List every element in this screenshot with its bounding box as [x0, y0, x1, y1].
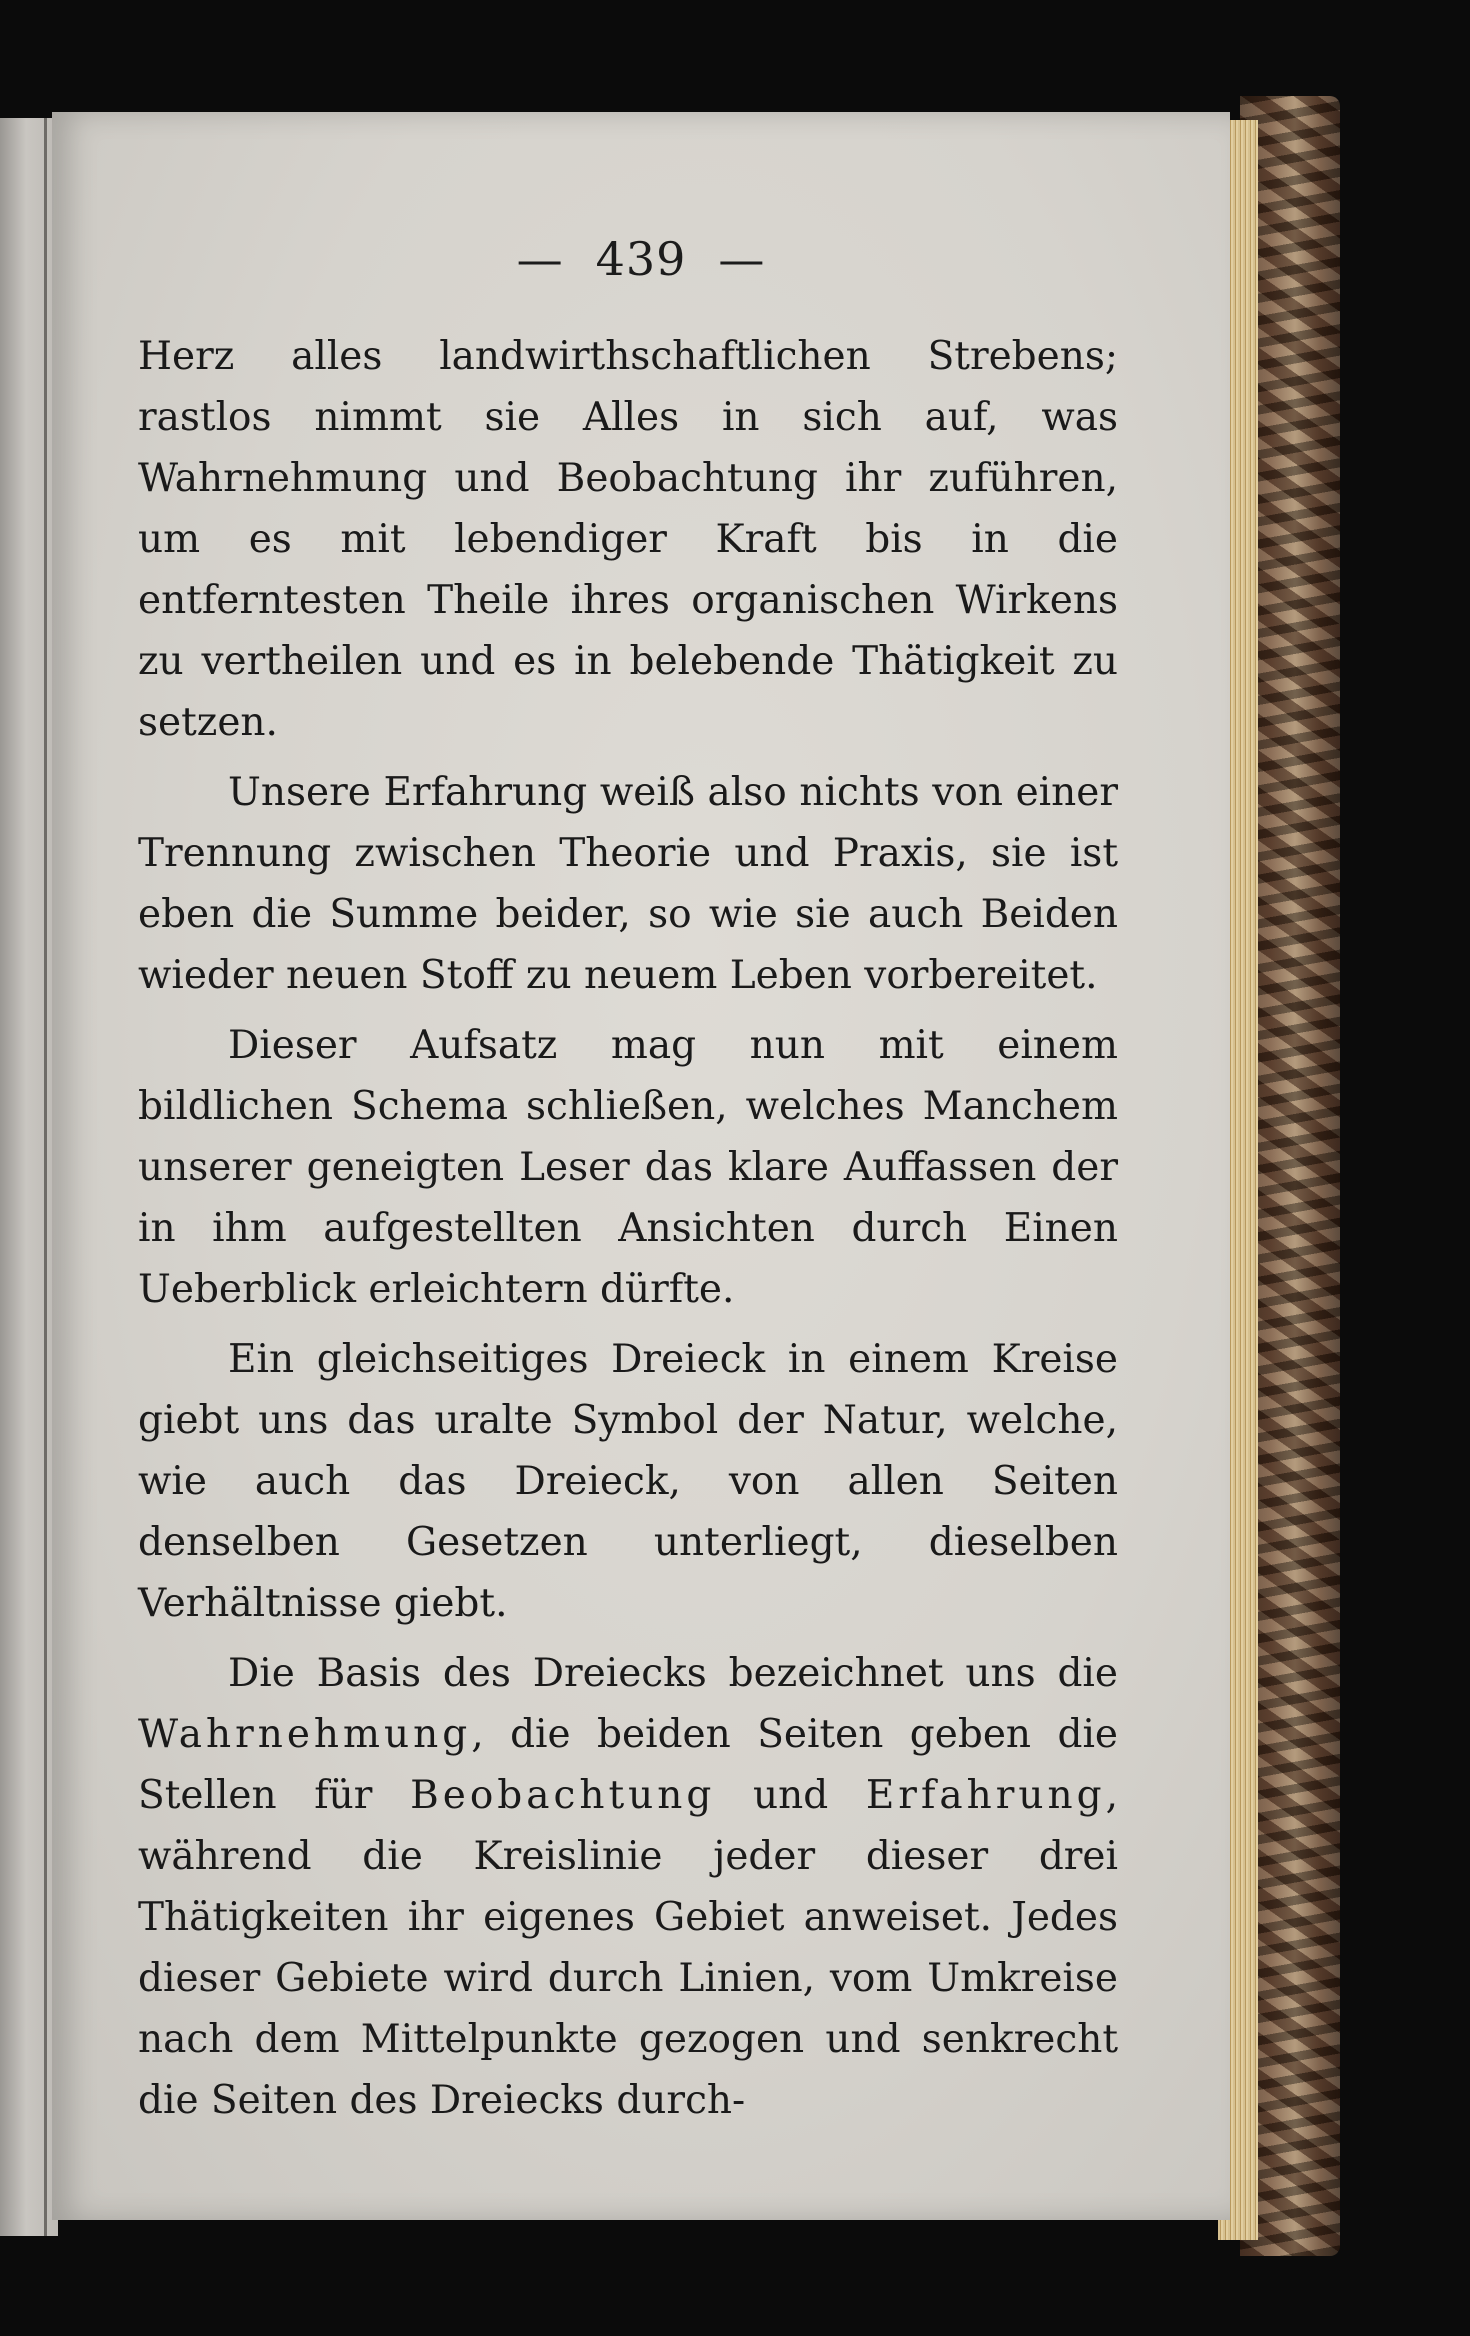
emphasis-beobachtung: Beobachtung: [410, 1773, 716, 1818]
book-page: [52, 112, 1230, 2220]
header-dash-right: —: [718, 232, 766, 286]
emphasis-wahrnehmung: Wahrnehmung: [138, 1712, 472, 1757]
page-header: [52, 232, 1230, 286]
paragraph-3: Dieser Aufsatz mag nun mit einem bildlichen Schema schließen, welches Manchem unserer geneigten Leser das klare Auffassen der in ihm aufgestellten Ansichten durch Einen Ueberblick erleichtern dürfte.: [138, 1023, 1118, 1312]
page-body: [138, 326, 1118, 2140]
emphasis-erfahrung: Erfahrung: [865, 1773, 1106, 1818]
paragraph-2: Unsere Erfahrung weiß also nichts von einer Trennung zwischen Theorie und Praxis, sie ist eben die Summe beider, so wie sie auch Beiden wieder neuen Stoff zu neuem Leben vorbereitet.: [138, 770, 1118, 998]
previous-page-edge: [0, 118, 58, 2236]
paragraph-5-part-c: , die beiden Seiten geben die Stellen für: [138, 1712, 1118, 1818]
header-dash-left: —: [516, 232, 564, 286]
paragraph-5: [138, 1643, 1118, 2131]
paragraph-1: Herz alles landwirthschaftlichen Strebens; rastlos nimmt sie Alles in sich auf, was Wahrnehmung und Beobachtung ihr zuführen, um es mit lebendiger Kraft bis in die entferntesten Theile ihres organischen Wirkens zu vertheilen und es in belebende Thätigkeit zu setzen.: [138, 334, 1118, 745]
paragraph-5-part-a: Die Basis des Dreiecks bezeichnet uns die: [228, 1651, 1118, 1696]
paragraph-4: Ein gleichseitiges Dreieck in einem Kreise giebt uns das uralte Symbol der Natur, welche, wie auch das Dreieck, von allen Seiten denselben Gesetzen unterliegt, dieselben Verhältnisse giebt.: [138, 1337, 1118, 1626]
page-number: 439: [595, 232, 687, 286]
paragraph-5-part-e: und: [715, 1773, 866, 1818]
paragraph-5-part-g: , während die Kreislinie jeder dieser drei Thätigkeiten ihr eigenes Gebiet anweiset. Jedes dieser Gebiete wird durch Linien, vom Umkreise nach dem Mittelpunkte gezogen und senkrecht die Seiten des Dreiecks durch-: [138, 1773, 1118, 2123]
